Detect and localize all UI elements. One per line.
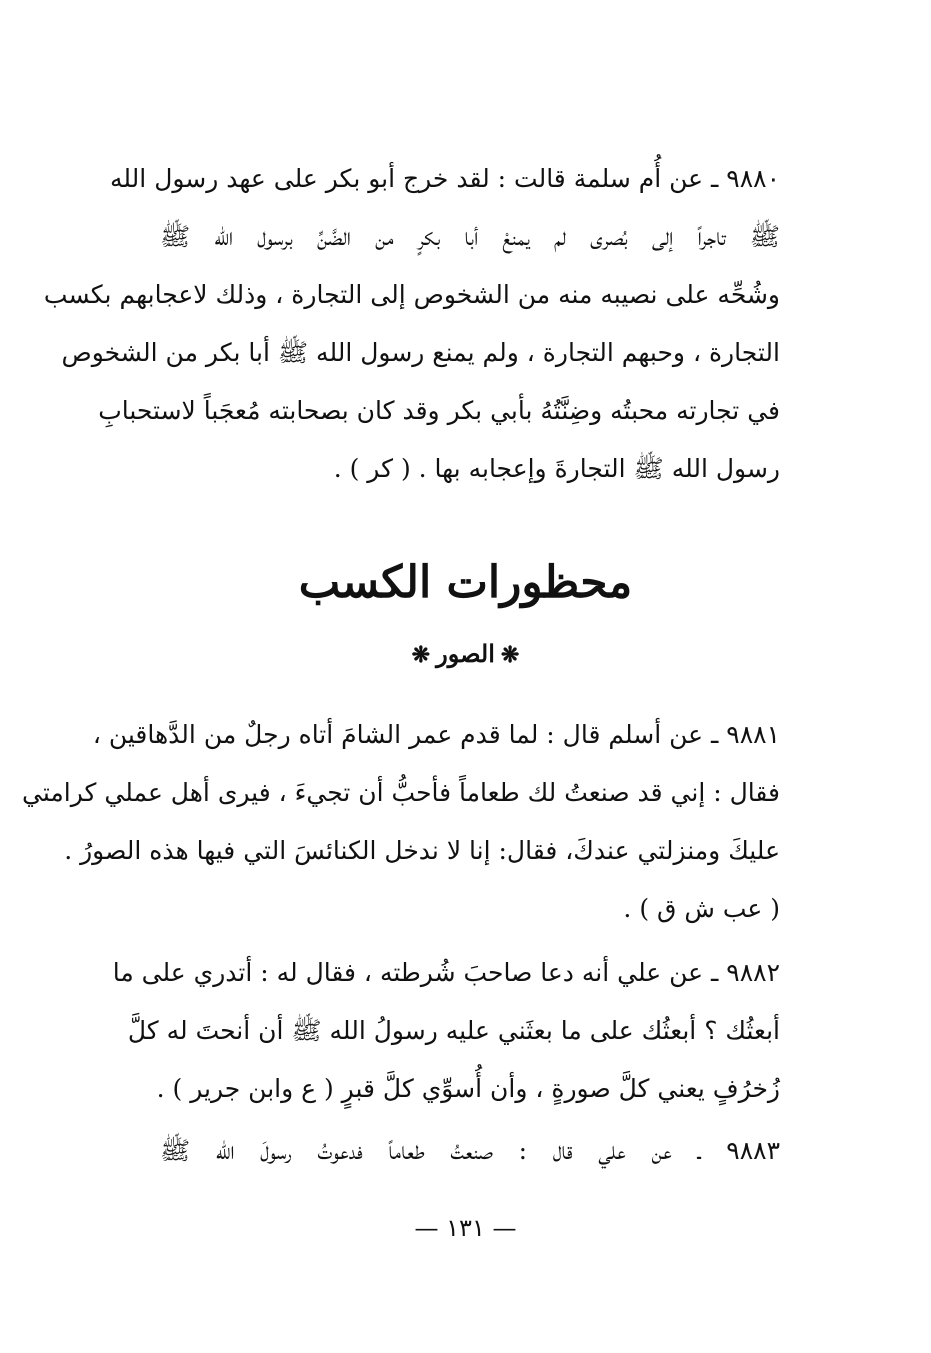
text-line: ٩٨٨٠ ـ عن أُم سلمة قالت : لقد خرج أبو بكر على عهد رسول الله	[110, 164, 780, 193]
ornament-left: ❋	[411, 642, 431, 668]
text-line: فقال : إني قد صنعتُ لك طعاماً فأحبُّ أن تجيءَ ، فيرى أهل عملي كرامتي	[22, 778, 780, 807]
ornament-right: ❋	[500, 642, 520, 668]
text-line: رسول الله ﷺ التجارةَ وإعجابه بها . ( كر ) .	[333, 454, 780, 483]
text-line: عليكَ ومنزلتي عندكَ، فقال: إنا لا ندخل الكنائسَ التي فيها هذه الصورُ .	[64, 836, 780, 865]
hadith-9883	[160, 1122, 780, 1180]
hadith-9882	[112, 944, 780, 1118]
text-line: ﷺ تاجراً إلى بُصرى لم يمنعْ أبا بكرٍ من الضَّنِّ برسول الله ﷺ	[160, 222, 780, 251]
text-line: التجارة ، وحبهم التجارة ، ولم يمنع رسول الله ﷺ أبا بكر من الشخوص	[61, 338, 780, 367]
text-line: أبعثُك ؟ أبعثُك على ما بعثَني عليه رسولُ الله ﷺ أن أنحتَ له كلَّ	[127, 1016, 780, 1045]
text-line: زُخرُفٍ يعني كلَّ صورةٍ ، وأن أُسوِّي كلَّ قبرٍ ( ع وابن جرير ) .	[156, 1074, 780, 1103]
text-line: ٩٨٨٣ ـ عن علي قال : صنعتُ طعاماً فدعوتُ رسولَ الله ﷺ	[160, 1136, 780, 1165]
subsection-title	[0, 632, 931, 676]
text-line: ٩٨٨١ ـ عن أسلم قال : لما قدم عمر الشامَ أتاه رجلٌ من الدَّهاقين ،	[92, 720, 780, 749]
text-line: في تجارته محبتُه وضِنَّتُهُ بأبي بكر وقد كان بصحابته مُعجَباً لاستحبابِ	[98, 396, 780, 425]
text-line: وشُحِّه على نصيبه منه من الشخوص إلى التجارة ، وذلك لاعجابهم بكسب	[43, 280, 780, 309]
page-number: — ١٣١ —	[414, 1214, 517, 1242]
text-line: ٩٨٨٢ ـ عن علي أنه دعا صاحبَ شُرطته ، فقال له : أتدري على ما	[112, 958, 780, 987]
hadith-9880	[43, 150, 780, 510]
hadith-9881	[22, 706, 780, 938]
subsection-title-text: الصور	[436, 639, 495, 668]
text-line: ( عب ش ق ) .	[623, 894, 780, 923]
section-title: محظورات الكسب	[298, 557, 633, 608]
